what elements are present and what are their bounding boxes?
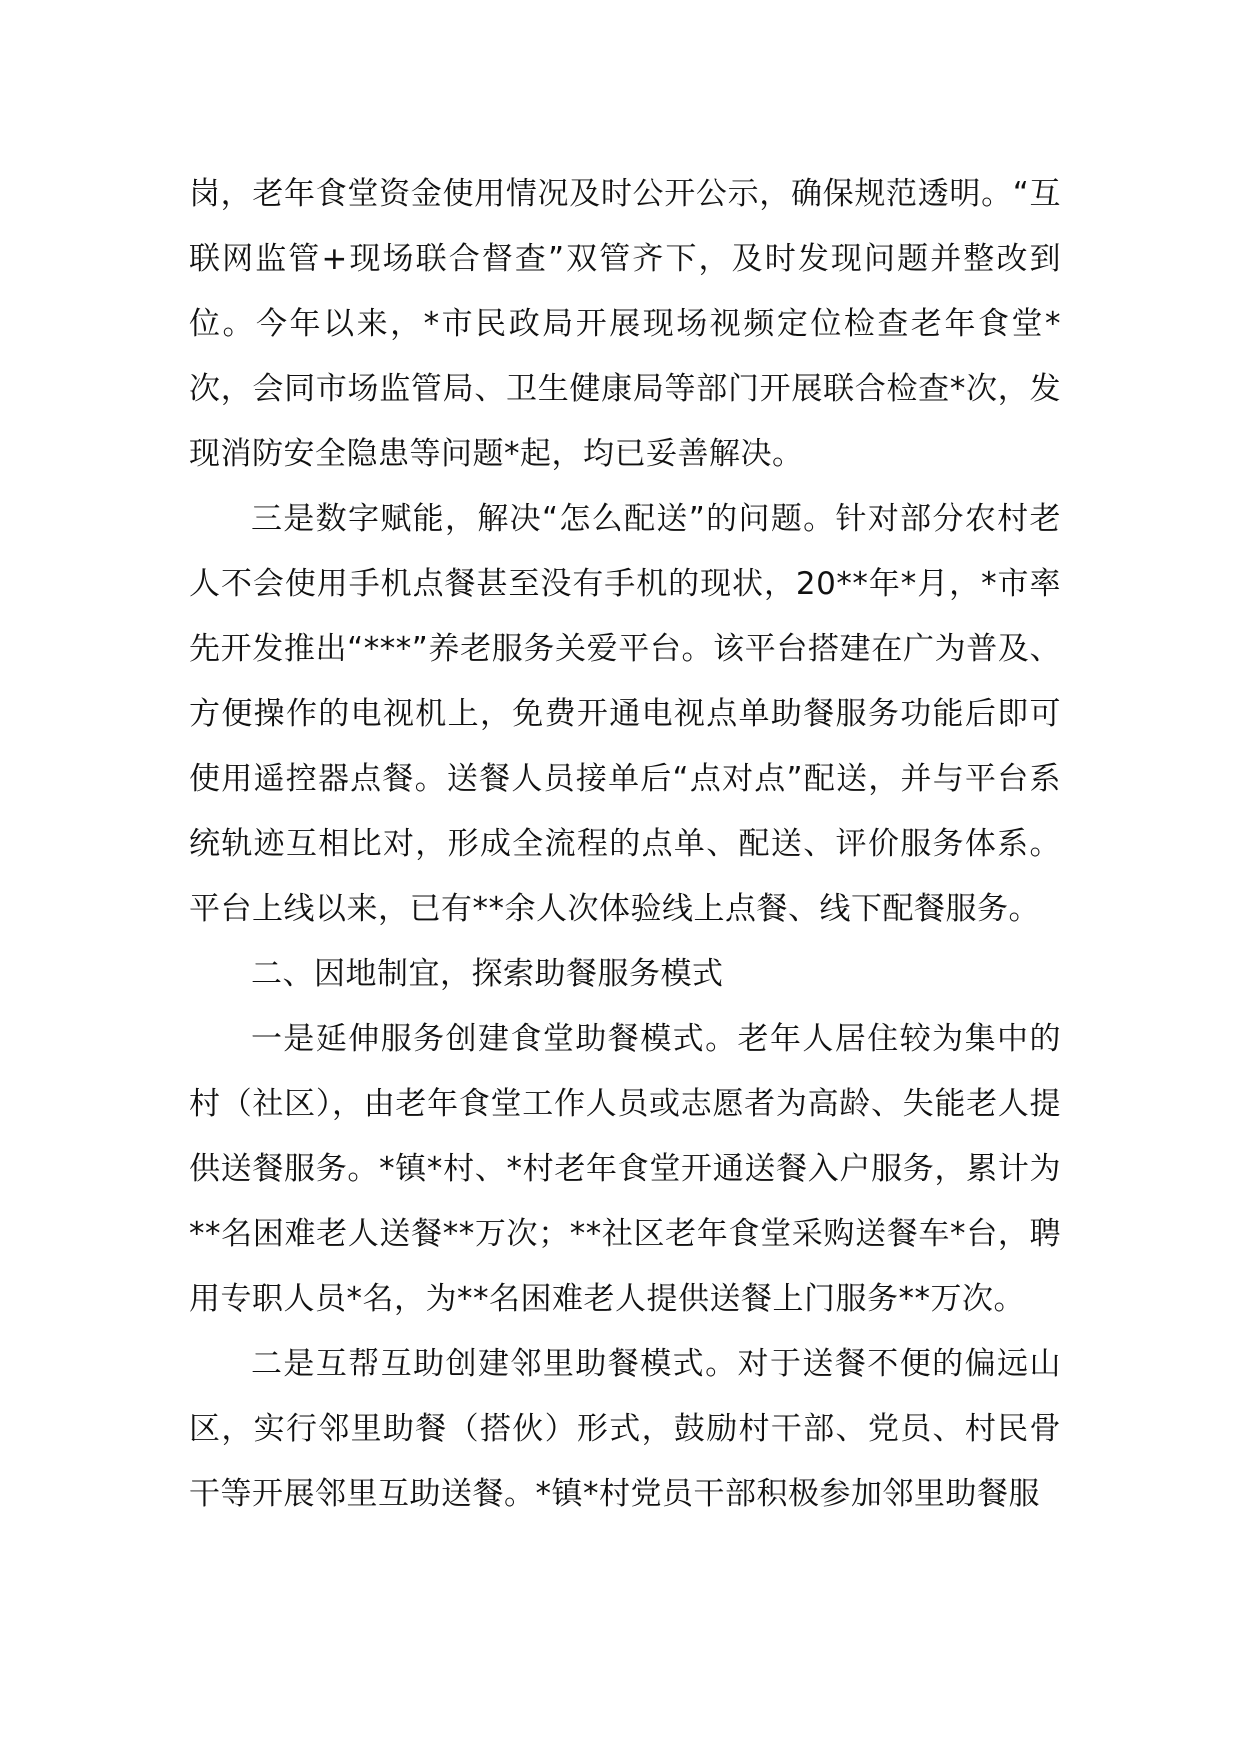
paragraph-4: 二是互帮互助创建邻里助餐模式。对于送餐不便的偏远山区，实行邻里助餐（搭伙）形式，鼓励村干部、党员、村民骨干等开展邻里互助送餐。*镇*村党员干部积极参加邻里助餐服	[189, 1346, 1061, 1512]
paragraph-3: 一是延伸服务创建食堂助餐模式。老年人居住较为集中的村（社区），由老年食堂工作人员或志愿者为高龄、失能老人提供送餐服务。*镇*村、*村老年食堂开通送餐入户服务，累计为**名困难老人送餐**万次；**社区老年食堂采购送餐车*台，聘用专职人员*名，为**名困难老人提供送餐上门服务**万次。	[189, 1021, 1061, 1317]
paragraph-1: 岗，老年食堂资金使用情况及时公开公示，确保规范透明。“互联网监管+现场联合督查”双管齐下，及时发现问题并整改到位。今年以来，*市民政局开展现场视频定位检查老年食堂*次，会同市场监管局、卫生健康局等部门开展联合检查*次，发现消防安全隐患等问题*起，均已妥善解决。	[189, 176, 1061, 472]
document-body	[189, 162, 1061, 1527]
section-heading: 二、因地制宜，探索助餐服务模式	[251, 956, 724, 992]
paragraph-2: 三是数字赋能，解决“怎么配送”的问题。针对部分农村老人不会使用手机点餐甚至没有手机的现状，20**年*月，*市率先开发推出“***”养老服务关爱平台。该平台搭建在广为普及、方便操作的电视机上，免费开通电视点单助餐服务功能后即可使用遥控器点餐。送餐人员接单后“点对点”配送，并与平台系统轨迹互相比对，形成全流程的点单、配送、评价服务体系。平台上线以来，已有**余人次体验线上点餐、线下配餐服务。	[189, 501, 1061, 927]
